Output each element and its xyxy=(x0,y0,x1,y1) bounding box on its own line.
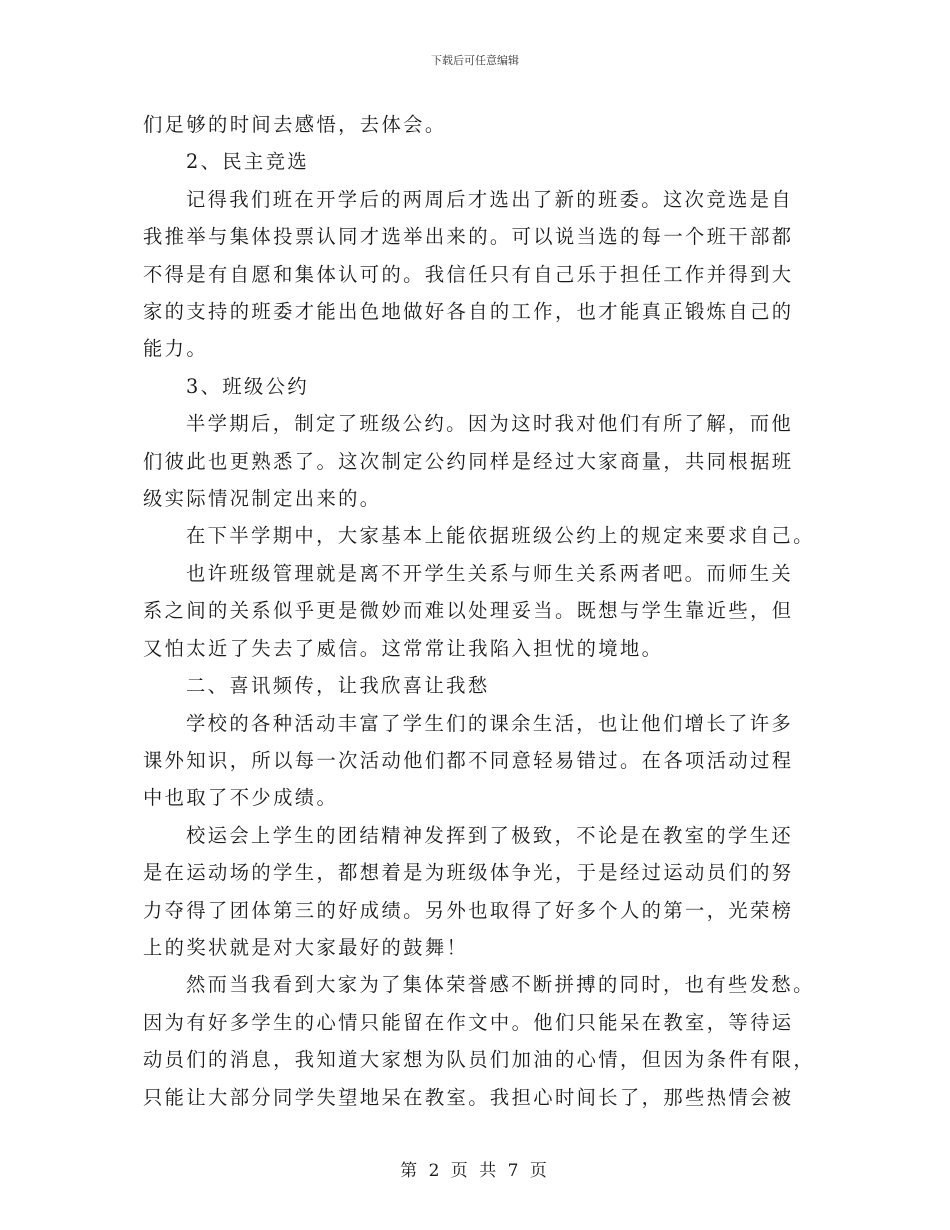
text-line: 上的奖状就是对大家最好的鼓舞！ xyxy=(143,935,469,959)
paragraph-first-line: 3、班级公约 xyxy=(186,374,310,398)
text-line: 又怕太近了失去了威信。这常常让我陷入担忧的境地。 xyxy=(143,636,664,660)
text-line: 课外知识，所以每一次活动他们都不同意轻易错过。在各项活动过程 xyxy=(143,748,794,772)
document-body xyxy=(143,106,816,1116)
text-line: 因为有好多学生的心情只能留在作文中。他们只能呆在教室，等待运 xyxy=(143,1010,794,1034)
text-line: 们足够的时间去感悟，去体会。 xyxy=(143,113,447,136)
page-number-footer: 第 2 页 共 7 页 xyxy=(400,1161,550,1181)
text-line: 我推举与集体投票认同才选举出来的。可以说当选的每一个班干部都 xyxy=(143,225,794,249)
body-text xyxy=(143,106,816,1116)
text-line: 家的支持的班委才能出色地做好各自的工作，也才能真正锻炼自己的 xyxy=(143,300,794,324)
paragraph-first-line: 半学期后，制定了班级公约。因为这时我对他们有所了解，而他 xyxy=(186,412,794,436)
paragraph-first-line: 二、喜讯频传，让我欣喜让我愁 xyxy=(186,674,490,698)
paragraph-first-line: 2、民主竞选 xyxy=(186,150,310,174)
paragraph-first-line: 也许班级管理就是离不开学生关系与师生关系两者吧。而师生关 xyxy=(186,561,794,585)
text-line: 动员们的消息，我知道大家想为队员们加油的心情，但因为条件有限， xyxy=(143,1048,816,1072)
text-line: 能力。 xyxy=(143,337,209,361)
text-line: 只能让大部分同学失望地呆在教室。我担心时间长了，那些热情会被 xyxy=(143,1085,794,1109)
text-line: 中也取了不少成绩。 xyxy=(143,786,339,810)
paragraph-first-line: 学校的各种活动丰富了学生们的课余生活，也让他们增长了许多 xyxy=(186,711,794,735)
paragraph-first-line: 记得我们班在开学后的两周后才选出了新的班委。这次竞选是自 xyxy=(186,187,794,211)
text-line: 力夺得了团体第三的好成绩。另外也取得了好多个人的第一，光荣榜 xyxy=(143,898,794,922)
page-header: 下载后可任意编辑 xyxy=(431,54,519,67)
text-line: 是在运动场的学生，都想着是为班级体争光，于是经过运动员们的努 xyxy=(143,861,794,885)
text-line: 不得是有自愿和集体认可的。我信任只有自己乐于担任工作并得到大 xyxy=(143,262,794,286)
paragraph-first-line: 然而当我看到大家为了集体荣誉感不断拼搏的同时，也有些发愁。 xyxy=(186,973,815,997)
paragraph-first-line: 校运会上学生的团结精神发挥到了极致，不论是在教室的学生还 xyxy=(186,823,794,847)
text-line: 们彼此也更熟悉了。这次制定公约同样是经过大家商量，共同根据班 xyxy=(143,449,794,473)
paragraph-first-line: 在下半学期中，大家基本上能依据班级公约上的规定来要求自己。 xyxy=(186,524,815,548)
text-line: 级实际情况制定出来的。 xyxy=(143,487,382,511)
text-line: 系之间的关系似乎更是微妙而难以处理妥当。既想与学生靠近些，但 xyxy=(143,599,794,623)
